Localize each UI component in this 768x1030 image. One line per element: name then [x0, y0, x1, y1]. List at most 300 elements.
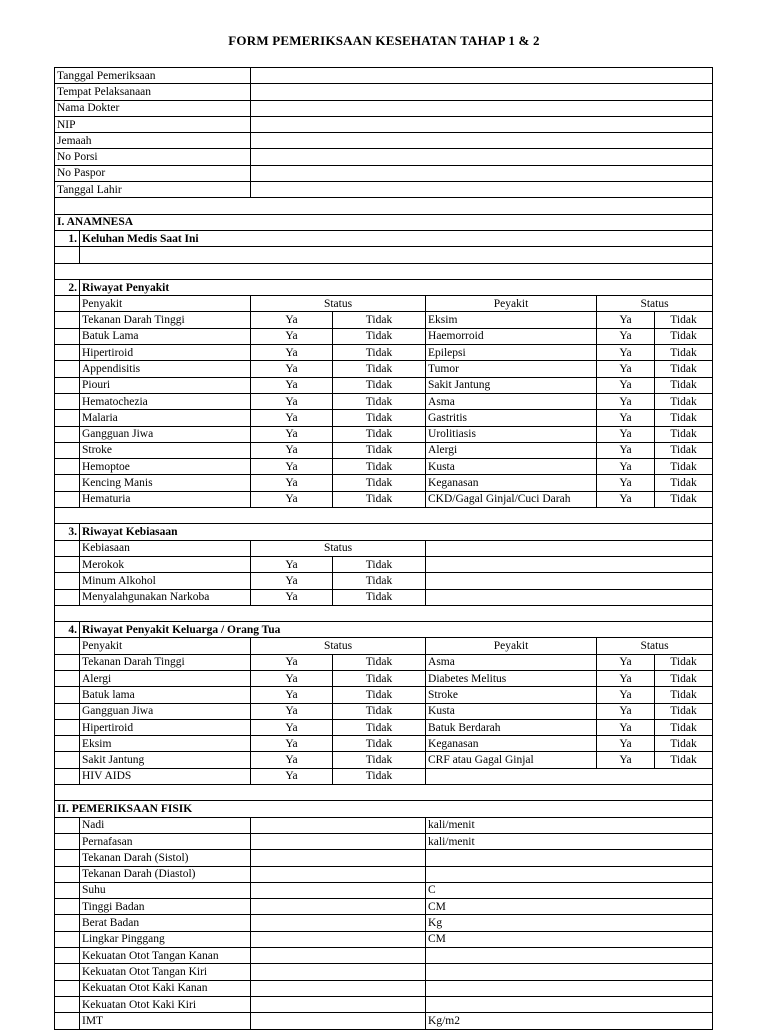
exam-value-field[interactable]	[251, 1013, 426, 1029]
status-yes-option[interactable]: Ya	[251, 442, 333, 458]
spacer-row	[55, 785, 713, 801]
indent-cell	[55, 573, 80, 589]
status-yes-option[interactable]: Ya	[251, 491, 333, 507]
exam-unit	[426, 948, 713, 964]
empty-cell	[426, 573, 713, 589]
exam-label: Kekuatan Otot Tangan Kanan	[80, 948, 251, 964]
identity-value-field[interactable]	[251, 116, 713, 132]
spacer-row	[55, 198, 713, 214]
status-no-option[interactable]: Tidak	[333, 719, 426, 735]
status-no-option[interactable]: Tidak	[333, 345, 426, 361]
disease-name: Asma	[426, 654, 597, 670]
table-row	[55, 654, 713, 670]
table-header-row	[55, 540, 713, 556]
disease-name: Stroke	[426, 687, 597, 703]
indent-cell	[55, 719, 80, 735]
column-header: Status	[251, 296, 426, 312]
status-yes-option[interactable]: Ya	[251, 736, 333, 752]
indent-cell	[55, 377, 80, 393]
identity-row	[55, 133, 713, 149]
table-row	[55, 752, 713, 768]
exam-unit: kali/menit	[426, 817, 713, 833]
status-no-option[interactable]: Tidak	[655, 670, 713, 686]
column-header: Status	[597, 296, 713, 312]
column-header: Penyakit	[80, 296, 251, 312]
table-row	[55, 556, 713, 572]
indent-cell	[55, 393, 80, 409]
status-no-option[interactable]: Tidak	[655, 736, 713, 752]
disease-name: Hematuria	[80, 491, 251, 507]
status-no-option[interactable]: Tidak	[655, 442, 713, 458]
status-no-option[interactable]: Tidak	[333, 328, 426, 344]
exam-unit	[426, 866, 713, 882]
disease-name: CKD/Gagal Ginjal/Cuci Darah	[426, 491, 597, 507]
status-no-option[interactable]: Tidak	[655, 393, 713, 409]
status-no-option[interactable]: Tidak	[655, 345, 713, 361]
status-yes-option[interactable]: Ya	[251, 426, 333, 442]
status-no-option[interactable]: Tidak	[333, 475, 426, 491]
status-yes-option[interactable]: Ya	[251, 459, 333, 475]
indent-cell	[55, 442, 80, 458]
table-row	[55, 361, 713, 377]
exam-row	[55, 850, 713, 866]
indent-cell	[55, 247, 80, 263]
exam-label: Tinggi Badan	[80, 899, 251, 915]
table-row	[55, 736, 713, 752]
exam-row	[55, 996, 713, 1012]
indent-cell	[55, 768, 80, 784]
identity-value-field[interactable]	[251, 84, 713, 100]
identity-value-field[interactable]	[251, 100, 713, 116]
status-no-option[interactable]: Tidak	[333, 410, 426, 426]
indent-cell	[55, 948, 80, 964]
status-no-option[interactable]: Tidak	[655, 687, 713, 703]
disease-name: Sakit Jantung	[426, 377, 597, 393]
indent-cell	[55, 980, 80, 996]
spacer-cell	[55, 198, 713, 214]
status-yes-option[interactable]: Ya	[597, 703, 655, 719]
status-yes-option[interactable]: Ya	[251, 719, 333, 735]
exam-row	[55, 882, 713, 898]
habit-name: Merokok	[80, 556, 251, 572]
status-no-option[interactable]: Tidak	[655, 703, 713, 719]
indent-cell	[55, 345, 80, 361]
identity-label: Jemaah	[55, 133, 251, 149]
subsection-title: Keluhan Medis Saat Ini	[80, 230, 713, 246]
identity-label: No Paspor	[55, 165, 251, 181]
exam-value-field[interactable]	[251, 899, 426, 915]
column-header: Peyakit	[426, 638, 597, 654]
empty-cell	[426, 540, 713, 556]
spacer-row	[55, 605, 713, 621]
empty-cell	[426, 556, 713, 572]
exam-value-field[interactable]	[251, 964, 426, 980]
indent-cell	[55, 817, 80, 833]
exam-row	[55, 1013, 713, 1029]
exam-label: Kekuatan Otot Kaki Kiri	[80, 996, 251, 1012]
identity-label: NIP	[55, 116, 251, 132]
exam-unit	[426, 980, 713, 996]
item-number: 1.	[55, 230, 80, 246]
status-yes-option[interactable]: Ya	[251, 768, 333, 784]
indent-cell	[55, 915, 80, 931]
table-row	[55, 312, 713, 328]
exam-unit: C	[426, 882, 713, 898]
health-exam-form	[54, 67, 713, 1030]
exam-value-field[interactable]	[251, 931, 426, 947]
item-number: 2.	[55, 279, 80, 295]
subsection-row	[55, 524, 713, 540]
disease-name: Diabetes Melitus	[426, 670, 597, 686]
status-no-option[interactable]: Tidak	[655, 312, 713, 328]
status-no-option[interactable]: Tidak	[333, 573, 426, 589]
identity-value-field[interactable]	[251, 68, 713, 84]
disease-name: Urolitiasis	[426, 426, 597, 442]
indent-cell	[55, 752, 80, 768]
indent-cell	[55, 899, 80, 915]
spacer-cell	[55, 263, 713, 279]
indent-cell	[55, 850, 80, 866]
subsection-row	[55, 279, 713, 295]
identity-label: No Porsi	[55, 149, 251, 165]
status-no-option[interactable]: Tidak	[333, 687, 426, 703]
column-header: Peyakit	[426, 296, 597, 312]
status-yes-option[interactable]: Ya	[597, 312, 655, 328]
exam-value-field[interactable]	[251, 980, 426, 996]
status-no-option[interactable]: Tidak	[333, 556, 426, 572]
exam-label: Pernafasan	[80, 833, 251, 849]
exam-value-field[interactable]	[251, 866, 426, 882]
status-no-option[interactable]: Tidak	[655, 426, 713, 442]
keluhan-input[interactable]	[80, 247, 713, 263]
spacer-row	[55, 508, 713, 524]
subsection-row	[55, 230, 713, 246]
status-yes-option[interactable]: Ya	[251, 410, 333, 426]
exam-row	[55, 964, 713, 980]
exam-row	[55, 899, 713, 915]
status-yes-option[interactable]: Ya	[597, 393, 655, 409]
section-title: I. ANAMNESA	[55, 214, 713, 230]
disease-name: Eksim	[80, 736, 251, 752]
status-no-option[interactable]: Tidak	[655, 377, 713, 393]
table-header-row	[55, 638, 713, 654]
exam-unit: Kg	[426, 915, 713, 931]
empty-cell	[426, 768, 713, 784]
table-row	[55, 491, 713, 507]
habit-name: Minum Alkohol	[80, 573, 251, 589]
indent-cell	[55, 312, 80, 328]
indent-cell	[55, 736, 80, 752]
status-no-option[interactable]: Tidak	[655, 410, 713, 426]
table-row	[55, 426, 713, 442]
identity-row	[55, 116, 713, 132]
exam-unit	[426, 850, 713, 866]
status-yes-option[interactable]: Ya	[597, 426, 655, 442]
identity-value-field[interactable]	[251, 165, 713, 181]
indent-cell	[55, 296, 80, 312]
disease-name: Batuk Berdarah	[426, 719, 597, 735]
section-header-row	[55, 214, 713, 230]
indent-cell	[55, 1013, 80, 1029]
disease-name: HIV AIDS	[80, 768, 251, 784]
exam-label: Kekuatan Otot Tangan Kiri	[80, 964, 251, 980]
disease-name: Keganasan	[426, 736, 597, 752]
exam-row	[55, 833, 713, 849]
indent-cell	[55, 964, 80, 980]
identity-row	[55, 149, 713, 165]
column-header: Status	[251, 638, 426, 654]
identity-row	[55, 100, 713, 116]
subsection-title: Riwayat Kebiasaan	[80, 524, 713, 540]
status-yes-option[interactable]: Ya	[251, 687, 333, 703]
identity-label: Nama Dokter	[55, 100, 251, 116]
table-row	[55, 410, 713, 426]
identity-value-field[interactable]	[251, 133, 713, 149]
exam-value-field[interactable]	[251, 915, 426, 931]
status-no-option[interactable]: Tidak	[333, 426, 426, 442]
status-no-option[interactable]: Tidak	[655, 328, 713, 344]
exam-label: Tekanan Darah (Sistol)	[80, 850, 251, 866]
status-yes-option[interactable]: Ya	[251, 345, 333, 361]
status-no-option[interactable]: Tidak	[333, 312, 426, 328]
status-yes-option[interactable]: Ya	[251, 377, 333, 393]
table-row	[55, 328, 713, 344]
disease-name: Batuk lama	[80, 687, 251, 703]
table-row	[55, 393, 713, 409]
indent-cell	[55, 866, 80, 882]
exam-value-field[interactable]	[251, 850, 426, 866]
status-yes-option[interactable]: Ya	[251, 589, 333, 605]
disease-name: Hipertiroid	[80, 345, 251, 361]
section-title: II. PEMERIKSAAN FISIK	[55, 801, 713, 817]
identity-row	[55, 165, 713, 181]
exam-unit: CM	[426, 931, 713, 947]
status-yes-option[interactable]: Ya	[251, 312, 333, 328]
table-row	[55, 345, 713, 361]
exam-value-field[interactable]	[251, 882, 426, 898]
subsection-title: Riwayat Penyakit Keluarga / Orang Tua	[80, 622, 713, 638]
exam-row	[55, 866, 713, 882]
disease-name: Piouri	[80, 377, 251, 393]
status-no-option[interactable]: Tidak	[655, 459, 713, 475]
status-no-option[interactable]: Tidak	[333, 377, 426, 393]
status-yes-option[interactable]: Ya	[597, 687, 655, 703]
table-row	[55, 768, 713, 784]
status-yes-option[interactable]: Ya	[597, 345, 655, 361]
indent-cell	[55, 556, 80, 572]
exam-row	[55, 980, 713, 996]
answer-row	[55, 247, 713, 263]
status-yes-option[interactable]: Ya	[251, 556, 333, 572]
disease-name: Alergi	[426, 442, 597, 458]
identity-label: Tanggal Lahir	[55, 182, 251, 198]
item-number: 4.	[55, 622, 80, 638]
status-no-option[interactable]: Tidak	[333, 703, 426, 719]
status-yes-option[interactable]: Ya	[597, 736, 655, 752]
status-yes-option[interactable]: Ya	[251, 670, 333, 686]
disease-name: Sakit Jantung	[80, 752, 251, 768]
status-yes-option[interactable]: Ya	[597, 654, 655, 670]
disease-name: Kusta	[426, 459, 597, 475]
status-no-option[interactable]: Tidak	[655, 491, 713, 507]
status-yes-option[interactable]: Ya	[251, 393, 333, 409]
disease-name: CRF atau Gagal Ginjal	[426, 752, 597, 768]
status-yes-option[interactable]: Ya	[251, 328, 333, 344]
disease-name: Malaria	[80, 410, 251, 426]
status-yes-option[interactable]: Ya	[597, 361, 655, 377]
status-no-option[interactable]: Tidak	[333, 491, 426, 507]
disease-name: Hematochezia	[80, 393, 251, 409]
disease-name: Tumor	[426, 361, 597, 377]
item-number: 3.	[55, 524, 80, 540]
identity-row	[55, 182, 713, 198]
column-header: Status	[597, 638, 713, 654]
exam-value-field[interactable]	[251, 948, 426, 964]
disease-name: Hemoptoe	[80, 459, 251, 475]
status-no-option[interactable]: Tidak	[655, 475, 713, 491]
indent-cell	[55, 882, 80, 898]
empty-cell	[426, 589, 713, 605]
exam-label: Kekuatan Otot Kaki Kanan	[80, 980, 251, 996]
table-row	[55, 459, 713, 475]
spacer-cell	[55, 605, 713, 621]
indent-cell	[55, 410, 80, 426]
table-row	[55, 442, 713, 458]
status-no-option[interactable]: Tidak	[655, 361, 713, 377]
status-yes-option[interactable]: Ya	[597, 442, 655, 458]
exam-unit: Kg/m2	[426, 1013, 713, 1029]
indent-cell	[55, 687, 80, 703]
exam-row	[55, 817, 713, 833]
indent-cell	[55, 426, 80, 442]
table-row	[55, 573, 713, 589]
status-yes-option[interactable]: Ya	[597, 752, 655, 768]
status-no-option[interactable]: Tidak	[655, 719, 713, 735]
status-no-option[interactable]: Tidak	[655, 752, 713, 768]
status-yes-option[interactable]: Ya	[597, 328, 655, 344]
disease-name: Batuk Lama	[80, 328, 251, 344]
table-row	[55, 589, 713, 605]
status-no-option[interactable]: Tidak	[333, 654, 426, 670]
spacer-cell	[55, 785, 713, 801]
exam-value-field[interactable]	[251, 996, 426, 1012]
exam-unit	[426, 964, 713, 980]
indent-cell	[55, 833, 80, 849]
indent-cell	[55, 475, 80, 491]
exam-unit: kali/menit	[426, 833, 713, 849]
status-yes-option[interactable]: Ya	[251, 475, 333, 491]
indent-cell	[55, 361, 80, 377]
table-row	[55, 377, 713, 393]
disease-name: Eksim	[426, 312, 597, 328]
identity-value-field[interactable]	[251, 182, 713, 198]
disease-name: Keganasan	[426, 475, 597, 491]
exam-unit: CM	[426, 899, 713, 915]
disease-name: Hipertiroid	[80, 719, 251, 735]
status-no-option[interactable]: Tidak	[333, 589, 426, 605]
exam-label: Suhu	[80, 882, 251, 898]
exam-label: Tekanan Darah (Diastol)	[80, 866, 251, 882]
status-yes-option[interactable]: Ya	[251, 361, 333, 377]
table-header-row	[55, 296, 713, 312]
status-yes-option[interactable]: Ya	[597, 670, 655, 686]
disease-name: Kusta	[426, 703, 597, 719]
status-no-option[interactable]: Tidak	[333, 752, 426, 768]
disease-name: Gangguan Jiwa	[80, 703, 251, 719]
table-row	[55, 687, 713, 703]
column-header: Kebiasaan	[80, 540, 251, 556]
identity-label: Tanggal Pemeriksaan	[55, 68, 251, 84]
status-yes-option[interactable]: Ya	[597, 377, 655, 393]
status-yes-option[interactable]: Ya	[251, 573, 333, 589]
table-row	[55, 670, 713, 686]
exam-label: Lingkar Pinggang	[80, 931, 251, 947]
disease-name: Gastritis	[426, 410, 597, 426]
status-yes-option[interactable]: Ya	[597, 410, 655, 426]
column-header: Penyakit	[80, 638, 251, 654]
table-row	[55, 475, 713, 491]
exam-label: Berat Badan	[80, 915, 251, 931]
indent-cell	[55, 540, 80, 556]
status-yes-option[interactable]: Ya	[251, 703, 333, 719]
disease-name: Kencing Manis	[80, 475, 251, 491]
status-no-option[interactable]: Tidak	[333, 459, 426, 475]
column-header: Status	[251, 540, 426, 556]
table-row	[55, 719, 713, 735]
disease-name: Appendisitis	[80, 361, 251, 377]
status-yes-option[interactable]: Ya	[597, 475, 655, 491]
table-row	[55, 703, 713, 719]
subsection-title: Riwayat Penyakit	[80, 279, 713, 295]
status-no-option[interactable]: Tidak	[655, 654, 713, 670]
status-no-option[interactable]: Tidak	[333, 768, 426, 784]
habit-name: Menyalahgunakan Narkoba	[80, 589, 251, 605]
status-yes-option[interactable]: Ya	[597, 491, 655, 507]
exam-row	[55, 931, 713, 947]
indent-cell	[55, 931, 80, 947]
status-yes-option[interactable]: Ya	[597, 719, 655, 735]
status-yes-option[interactable]: Ya	[251, 752, 333, 768]
exam-value-field[interactable]	[251, 833, 426, 849]
exam-row	[55, 948, 713, 964]
spacer-row	[55, 263, 713, 279]
disease-name: Stroke	[80, 442, 251, 458]
disease-name: Tekanan Darah Tinggi	[80, 654, 251, 670]
status-yes-option[interactable]: Ya	[597, 459, 655, 475]
status-no-option[interactable]: Tidak	[333, 361, 426, 377]
exam-label: Nadi	[80, 817, 251, 833]
status-no-option[interactable]: Tidak	[333, 393, 426, 409]
disease-name: Asma	[426, 393, 597, 409]
identity-row	[55, 68, 713, 84]
identity-value-field[interactable]	[251, 149, 713, 165]
disease-name: Haemorroid	[426, 328, 597, 344]
identity-row	[55, 84, 713, 100]
status-yes-option[interactable]: Ya	[251, 654, 333, 670]
indent-cell	[55, 996, 80, 1012]
indent-cell	[55, 491, 80, 507]
exam-row	[55, 915, 713, 931]
status-no-option[interactable]: Tidak	[333, 670, 426, 686]
section-header-row	[55, 801, 713, 817]
exam-unit	[426, 996, 713, 1012]
status-no-option[interactable]: Tidak	[333, 442, 426, 458]
status-no-option[interactable]: Tidak	[333, 736, 426, 752]
disease-name: Gangguan Jiwa	[80, 426, 251, 442]
indent-cell	[55, 638, 80, 654]
exam-value-field[interactable]	[251, 817, 426, 833]
indent-cell	[55, 589, 80, 605]
